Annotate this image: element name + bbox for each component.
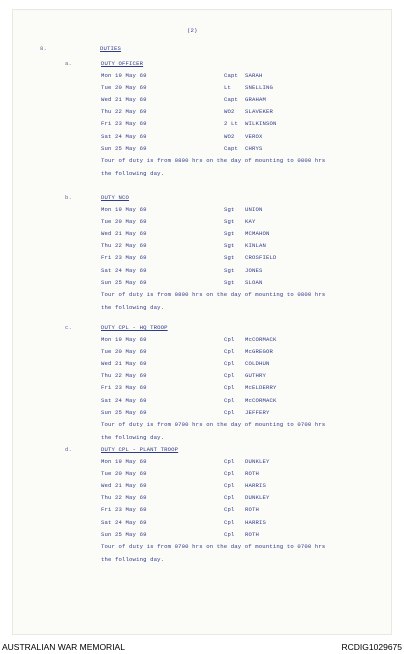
roster-rank: Cpl xyxy=(224,396,235,404)
roster-rank: Cpl xyxy=(224,482,235,490)
archive-footer xyxy=(0,638,404,654)
roster-rank: Sgt xyxy=(224,230,235,238)
section-letter: c. xyxy=(65,324,73,331)
roster-rank: WO2 xyxy=(224,108,235,116)
roster-rank: Cpl xyxy=(224,372,235,380)
roster-name: GRAHAM xyxy=(245,96,267,104)
section-number: 8. xyxy=(40,45,48,52)
roster-date: Thu 22 May 69 xyxy=(101,242,147,250)
roster-rank: Cpl xyxy=(224,458,235,465)
roster-name: McELDERRY xyxy=(245,384,277,392)
roster-date: Wed 21 May 69 xyxy=(101,96,147,104)
duty-note: Tour of duty is from 0800 hrs on the day of mounting to 0800 hrs xyxy=(101,290,326,298)
duty-note: the following day. xyxy=(101,433,165,441)
roster-rank: Sgt xyxy=(224,254,235,262)
roster-date: Thu 22 May 69 xyxy=(101,372,147,380)
duty-note: Tour of duty is from 0800 hrs on the day of mounting to 0800 hrs xyxy=(101,156,326,164)
roster-name: WILKINSON xyxy=(245,120,277,128)
roster-rank: Cpl xyxy=(224,384,235,392)
roster-name: SNELLING xyxy=(245,84,274,92)
roster-rank: Sgt xyxy=(224,206,235,213)
roster-rank: 2 Lt xyxy=(224,120,239,128)
roster-rank: Capt xyxy=(224,72,239,79)
roster-date: Sun 25 May 69 xyxy=(101,144,147,152)
roster-date: Fri 23 May 69 xyxy=(101,384,147,392)
roster-rank: Sgt xyxy=(224,278,235,286)
roster-name: HARRIS xyxy=(245,482,267,490)
roster-name: GUTHRY xyxy=(245,372,267,380)
roster-rank: Sgt xyxy=(224,218,235,226)
roster-date: Wed 21 May 69 xyxy=(101,360,147,368)
roster-date: Thu 22 May 69 xyxy=(101,494,147,502)
roster-date: Fri 23 May 69 xyxy=(101,506,147,514)
roster-name: McGREGOR xyxy=(245,348,274,356)
roster-name: SLAVEKER xyxy=(245,108,274,116)
roster-name: MCMAHON xyxy=(245,230,270,238)
roster-date: Sat 24 May 69 xyxy=(101,266,147,274)
roster-name: KAY xyxy=(245,218,256,226)
roster-rank: Cpl xyxy=(224,348,235,356)
roster-date: Tue 20 May 69 xyxy=(101,218,147,226)
roster-name: CHRYS xyxy=(245,144,263,152)
roster-date: Sun 25 May 69 xyxy=(101,530,147,538)
roster-name: JEFFERY xyxy=(245,408,270,416)
roster-name: McCORMACK xyxy=(245,336,277,343)
section-heading: DUTY CPL - PLANT TROOP xyxy=(101,446,179,453)
roster-rank: Capt xyxy=(224,144,239,152)
roster-rank: Sgt xyxy=(224,266,235,274)
roster-name: KINLAN xyxy=(245,242,267,250)
roster-rank: Cpl xyxy=(224,518,235,526)
roster-date: Sat 24 May 69 xyxy=(101,396,147,404)
section-letter: a. xyxy=(65,60,73,67)
section-heading: DUTY NCO xyxy=(101,194,130,201)
duty-note: the following day. xyxy=(101,169,165,177)
roster-rank: WO2 xyxy=(224,132,235,140)
section-heading: DUTY OFFICER xyxy=(101,60,144,67)
footer-source: AUSTRALIAN WAR MEMORIAL xyxy=(2,642,125,652)
document-page xyxy=(12,9,392,635)
roster-date: Mon 19 May 69 xyxy=(101,206,147,213)
roster-date: Mon 19 May 69 xyxy=(101,72,147,79)
duty-note: Tour of duty is from 0700 hrs on the day of mounting to 0700 hrs xyxy=(101,420,326,428)
roster-date: Mon 19 May 69 xyxy=(101,336,147,343)
roster-date: Thu 22 May 69 xyxy=(101,108,147,116)
roster-date: Sat 24 May 69 xyxy=(101,132,147,140)
roster-name: ROTH xyxy=(245,530,260,538)
roster-date: Sat 24 May 69 xyxy=(101,518,147,526)
roster-name: DUNKLEY xyxy=(245,458,270,465)
roster-name: HARRIS xyxy=(245,518,267,526)
roster-rank: Sgt xyxy=(224,242,235,250)
roster-rank: Cpl xyxy=(224,506,235,514)
roster-rank: Cpl xyxy=(224,470,235,478)
roster-name: ROTH xyxy=(245,506,260,514)
roster-date: Wed 21 May 69 xyxy=(101,230,147,238)
roster-rank: Capt xyxy=(224,96,239,104)
roster-name: JONES xyxy=(245,266,263,274)
roster-name: UNION xyxy=(245,206,263,213)
roster-date: Tue 20 May 69 xyxy=(101,470,147,478)
roster-date: Sun 25 May 69 xyxy=(101,408,147,416)
roster-rank: Cpl xyxy=(224,336,235,343)
page-number: (2) xyxy=(187,27,198,34)
roster-date: Wed 21 May 69 xyxy=(101,482,147,490)
duty-note: the following day. xyxy=(101,303,165,311)
roster-date: Fri 23 May 69 xyxy=(101,254,147,262)
roster-name: ROTH xyxy=(245,470,260,478)
roster-rank: Cpl xyxy=(224,494,235,502)
roster-name: McCORMACK xyxy=(245,396,277,404)
roster-rank: Cpl xyxy=(224,530,235,538)
section-letter: b. xyxy=(65,194,73,201)
duty-note: Tour of duty is from 0700 hrs on the day of mounting to 0700 hrs xyxy=(101,542,326,550)
roster-name: VEROX xyxy=(245,132,263,140)
roster-date: Tue 20 May 69 xyxy=(101,348,147,356)
roster-rank: Lt xyxy=(224,84,232,92)
roster-rank: Cpl xyxy=(224,360,235,368)
roster-name: DUNKLEY xyxy=(245,494,270,502)
roster-date: Tue 20 May 69 xyxy=(101,84,147,92)
roster-name: COLDHUN xyxy=(245,360,270,368)
roster-date: Mon 19 May 69 xyxy=(101,458,147,465)
footer-reference: RCDIG1029675 xyxy=(341,642,402,652)
roster-name: CROSFIELD xyxy=(245,254,277,262)
roster-name: SARAH xyxy=(245,72,263,79)
roster-date: Fri 23 May 69 xyxy=(101,120,147,128)
roster-name: SLOAN xyxy=(245,278,263,286)
section-title: DUTIES xyxy=(100,45,122,52)
section-letter: d. xyxy=(65,446,73,453)
roster-date: Sun 25 May 69 xyxy=(101,278,147,286)
section-heading: DUTY CPL - HQ TROOP xyxy=(101,324,168,331)
roster-rank: Cpl xyxy=(224,408,235,416)
duty-note: the following day. xyxy=(101,555,165,563)
